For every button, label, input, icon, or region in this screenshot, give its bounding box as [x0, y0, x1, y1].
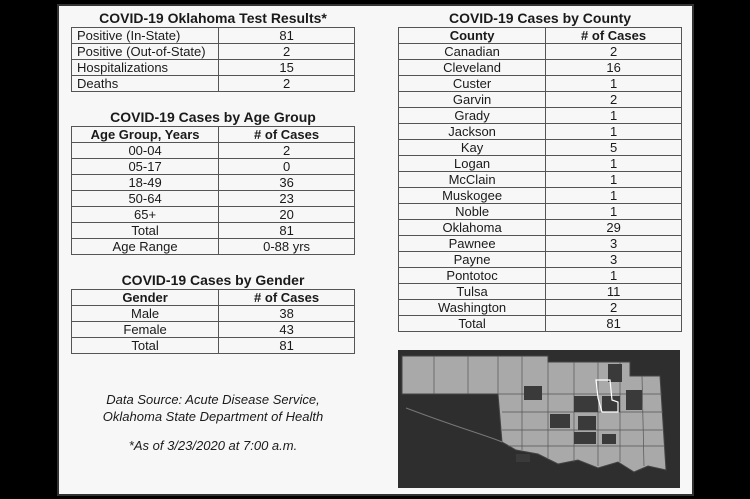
row-label: Pawnee	[399, 236, 546, 252]
table-row	[72, 207, 355, 223]
table-row	[399, 92, 682, 108]
row-label: Positive (In-State)	[72, 28, 219, 44]
row-value: 43	[219, 322, 355, 338]
table-row	[72, 175, 355, 191]
row-value: 5	[546, 140, 682, 156]
table-row	[399, 220, 682, 236]
table-row	[399, 300, 682, 316]
table-row	[72, 143, 355, 159]
table-row	[72, 28, 355, 44]
row-label: Noble	[399, 204, 546, 220]
table-row	[399, 188, 682, 204]
row-value: 2	[546, 44, 682, 60]
river-line	[406, 408, 502, 442]
row-value: 23	[219, 191, 355, 207]
row-value: 38	[219, 306, 355, 322]
gender-title: COVID-19 Cases by Gender	[121, 272, 305, 288]
row-value: 1	[546, 268, 682, 284]
row-value: 3	[546, 252, 682, 268]
row-value: 1	[546, 204, 682, 220]
row-label: Garvin	[399, 92, 546, 108]
row-value: 2	[219, 143, 355, 159]
table-row	[72, 306, 355, 322]
row-value: 2	[546, 300, 682, 316]
row-label: Hospitalizations	[72, 60, 219, 76]
row-value: 1	[546, 76, 682, 92]
row-value: 36	[219, 175, 355, 191]
row-value: 2	[219, 76, 355, 92]
row-value: 81	[219, 338, 355, 354]
row-label: 05-17	[72, 159, 219, 175]
row-label: Muskogee	[399, 188, 546, 204]
test-results-table	[71, 27, 355, 92]
row-value: 81	[219, 28, 355, 44]
oklahoma-county-map	[398, 350, 680, 488]
county-table	[398, 27, 682, 332]
as-of-note: *As of 3/23/2020 at 7:00 a.m.	[128, 438, 298, 453]
table-row	[72, 76, 355, 92]
row-label: Jackson	[399, 124, 546, 140]
age-group-title: COVID-19 Cases by Age Group	[110, 109, 316, 125]
table-row	[72, 322, 355, 338]
table-header-row	[399, 28, 682, 44]
row-value: 11	[546, 284, 682, 300]
row-value: 29	[546, 220, 682, 236]
row-label: Kay	[399, 140, 546, 156]
row-label: 50-64	[72, 191, 219, 207]
row-value: 3	[546, 236, 682, 252]
row-value: 16	[546, 60, 682, 76]
table-row	[399, 316, 682, 332]
gender-table	[71, 289, 355, 354]
row-label: Logan	[399, 156, 546, 172]
table-row	[399, 108, 682, 124]
column-header: # of Cases	[546, 28, 682, 44]
table-row	[399, 76, 682, 92]
column-header: County	[399, 28, 546, 44]
row-label: Payne	[399, 252, 546, 268]
table-row	[72, 338, 355, 354]
row-value: 81	[546, 316, 682, 332]
table-row	[399, 284, 682, 300]
row-label: Total	[72, 223, 219, 239]
table-row	[72, 223, 355, 239]
row-label: Pontotoc	[399, 268, 546, 284]
table-row	[72, 44, 355, 60]
row-label: Canadian	[399, 44, 546, 60]
table-header-row	[72, 127, 355, 143]
table-row	[399, 44, 682, 60]
row-label: Grady	[399, 108, 546, 124]
row-label: Washington	[399, 300, 546, 316]
row-value: 1	[546, 172, 682, 188]
table-row	[72, 60, 355, 76]
infographic-sheet	[57, 4, 694, 496]
row-label: Total	[399, 316, 546, 332]
row-label: McClain	[399, 172, 546, 188]
row-value: 1	[546, 188, 682, 204]
data-source-line-2: Oklahoma State Department of Health	[102, 409, 324, 424]
column-header: Age Group, Years	[72, 127, 219, 143]
table-row	[399, 236, 682, 252]
table-row	[399, 60, 682, 76]
row-value: 15	[219, 60, 355, 76]
table-row	[399, 140, 682, 156]
column-header: # of Cases	[219, 127, 355, 143]
table-row	[72, 159, 355, 175]
left-column	[71, 10, 355, 354]
table-row	[399, 252, 682, 268]
table-row	[72, 191, 355, 207]
county-title: COVID-19 Cases by County	[448, 10, 632, 26]
row-label: Female	[72, 322, 219, 338]
state-shape	[402, 356, 666, 472]
row-value: 2	[546, 92, 682, 108]
row-value: 1	[546, 108, 682, 124]
row-label: Positive (Out-of-State)	[72, 44, 219, 60]
column-header: # of Cases	[219, 290, 355, 306]
row-label: Cleveland	[399, 60, 546, 76]
table-row	[399, 268, 682, 284]
column-header: Gender	[72, 290, 219, 306]
row-label: Total	[72, 338, 219, 354]
row-label: Tulsa	[399, 284, 546, 300]
test-results-title: COVID-19 Oklahoma Test Results*	[99, 10, 327, 26]
row-value: 1	[546, 124, 682, 140]
row-label: Oklahoma	[399, 220, 546, 236]
row-value: 0-88 yrs	[219, 239, 355, 255]
map-graphic	[398, 350, 680, 488]
row-value: 20	[219, 207, 355, 223]
row-label: Age Range	[72, 239, 219, 255]
table-header-row	[72, 290, 355, 306]
row-label: Male	[72, 306, 219, 322]
right-column	[398, 10, 682, 332]
table-row	[399, 124, 682, 140]
table-row	[399, 204, 682, 220]
row-label: 65+	[72, 207, 219, 223]
table-row	[399, 172, 682, 188]
row-label: Deaths	[72, 76, 219, 92]
table-row	[72, 239, 355, 255]
data-source-line-1: Data Source: Acute Disease Service,	[106, 392, 320, 407]
row-value: 1	[546, 156, 682, 172]
row-value: 81	[219, 223, 355, 239]
row-value: 2	[219, 44, 355, 60]
row-label: 18-49	[72, 175, 219, 191]
row-value: 0	[219, 159, 355, 175]
row-label: Custer	[399, 76, 546, 92]
table-row	[399, 156, 682, 172]
row-label: 00-04	[72, 143, 219, 159]
age-group-table	[71, 126, 355, 255]
